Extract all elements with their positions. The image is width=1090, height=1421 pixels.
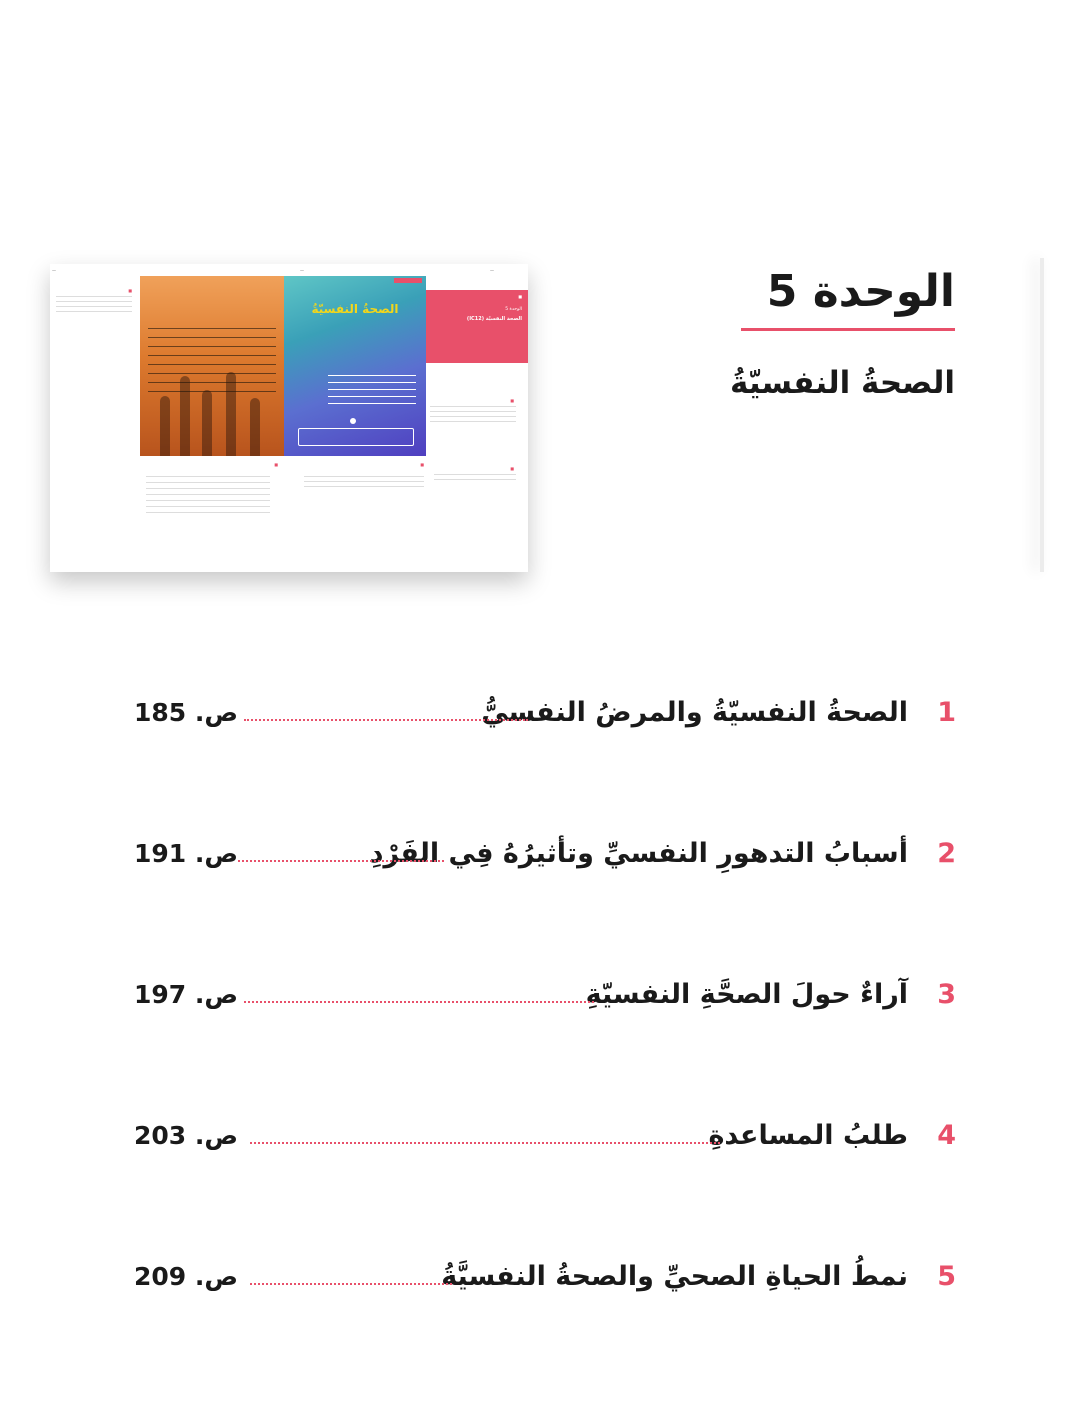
thumbnail-heading-center: ■ <box>420 462 424 467</box>
toc-entry[interactable] <box>0 1252 1090 1302</box>
toc-entry-number: 4 <box>937 1120 956 1151</box>
thumbnail-heading-center-left: ■ <box>274 462 278 467</box>
toc-entry-page[interactable]: ص. 209 <box>134 1262 239 1291</box>
toc-dot-leader <box>244 1001 594 1003</box>
thumbnail-runner-left: — <box>52 268 56 273</box>
thumbnail-heading-right-2: ■ <box>510 466 514 471</box>
toc-entry-number: 2 <box>937 838 956 869</box>
toc-dot-leader <box>250 1283 452 1285</box>
toc-entry-number: 3 <box>937 979 956 1010</box>
toc-entry-title[interactable]: طلبُ المساعدةِ <box>708 1120 908 1151</box>
toc-entry-title[interactable]: أسبابُ التدهورِ النفسيِّ وتأثيرُهُ فِي الفَرْدِ <box>369 838 908 869</box>
toc-entry-title[interactable]: آراءٌ حولَ الصحَّةِ النفسيّةِ <box>585 979 908 1010</box>
toc-entry-number: 5 <box>937 1261 956 1292</box>
unit-title: الوحدة 5 <box>766 266 955 317</box>
toc-dot-leader <box>250 1142 720 1144</box>
toc-dot-leader <box>238 860 444 862</box>
toc-entry-page[interactable]: ص. 185 <box>134 698 239 727</box>
toc-entry[interactable] <box>0 1111 1090 1161</box>
thumbnail-heading-left: ■ <box>128 288 132 293</box>
toc-entry-page[interactable]: ص. 191 <box>134 839 239 868</box>
thumbnail-runner-right: — <box>490 268 494 273</box>
toc-entry[interactable] <box>0 829 1090 879</box>
toc-entry-page[interactable]: ص. 197 <box>134 980 239 1009</box>
red-panel-header: ■ <box>518 294 522 299</box>
toc-dot-leader <box>244 719 528 721</box>
red-panel-line2: الصحة النفسيّة (IC12) <box>466 316 522 322</box>
unit-subtitle: الصحةُ النفسيّةُ <box>730 365 955 401</box>
toc-entry-title[interactable]: الصحةُ النفسيّةُ والمرضُ النفسيُّ <box>481 697 908 728</box>
toc-entry[interactable] <box>0 688 1090 738</box>
red-panel-line1: الوحدة 5 <box>505 307 522 312</box>
thumbnail-heading-right: ■ <box>510 398 514 403</box>
toc-entry[interactable] <box>0 970 1090 1020</box>
thumbnail-runner-center: — <box>300 268 304 273</box>
toc-entry-number: 1 <box>937 697 956 728</box>
cover-title: الصحةُ النفسيّةُ <box>311 302 399 316</box>
toc-entry-page[interactable]: ص. 203 <box>134 1121 239 1150</box>
toc-entry-title[interactable]: نمطُ الحياةِ الصحيِّ والصحةُ النفسيَّةُ <box>441 1261 908 1292</box>
